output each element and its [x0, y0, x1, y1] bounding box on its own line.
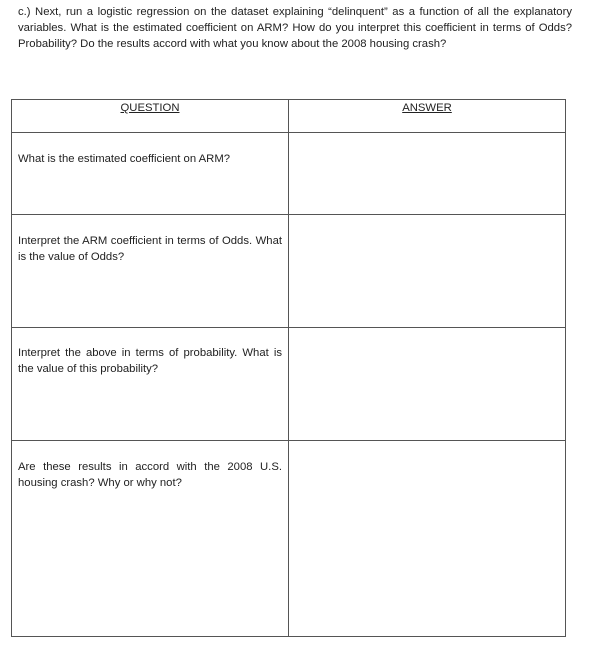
table-row [12, 133, 566, 215]
question-text: Interpret the above in terms of probability. What is the value of this probability? [18, 347, 282, 375]
question-header-label: QUESTION [120, 102, 180, 114]
answer-cell[interactable] [289, 133, 566, 215]
question-text: Interpret the ARM coefficient in terms of Odds. What is the value of Odds? [18, 235, 282, 263]
answer-column-header [289, 100, 566, 133]
question-cell [12, 133, 289, 215]
table-row [12, 328, 566, 441]
question-cell [12, 328, 289, 441]
question-cell [12, 215, 289, 328]
table-row [12, 441, 566, 637]
question-cell [12, 441, 289, 637]
instructions-paragraph: c.) Next, run a logistic regression on the dataset explaining “delinquent” as a function of all the explanatory variables. What is the estimated coefficient on ARM? How do you interpret this coefficient in terms of Odds? Probability? Do the results accord with what you know about the 2008 housing crash? [18, 6, 572, 50]
question-text: What is the estimated coefficient on ARM? [18, 153, 231, 165]
answer-cell[interactable] [289, 328, 566, 441]
answer-cell[interactable] [289, 215, 566, 328]
question-text: Are these results in accord with the 2008 U.S. housing crash? Why or why not? [18, 461, 282, 489]
question-column-header [12, 100, 289, 133]
table-header-row [12, 100, 566, 133]
answer-header-label: ANSWER [402, 102, 452, 114]
table-row [12, 215, 566, 328]
question-answer-table [11, 99, 566, 637]
answer-cell[interactable] [289, 441, 566, 637]
